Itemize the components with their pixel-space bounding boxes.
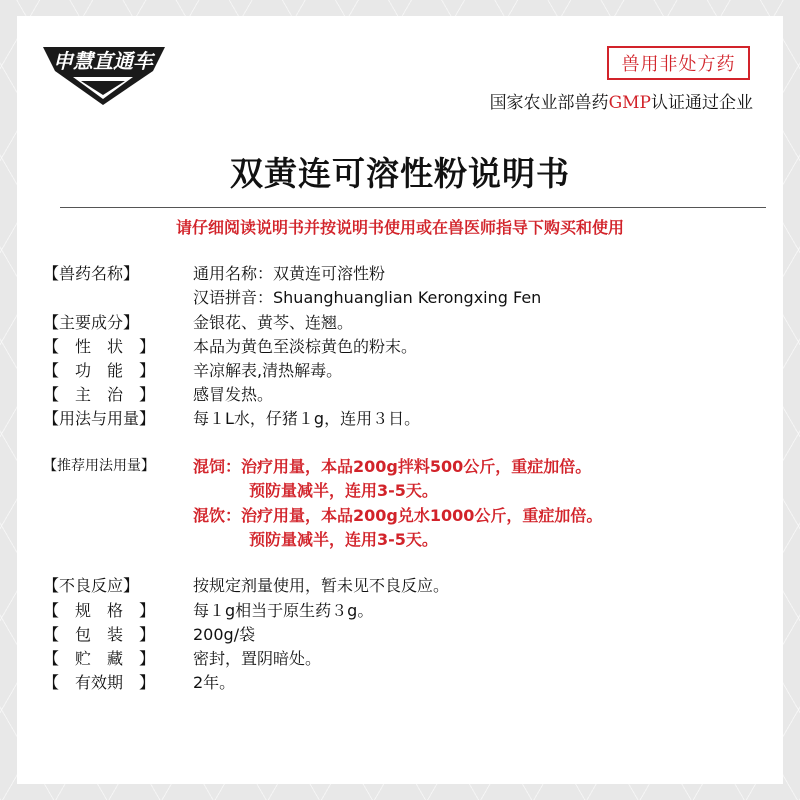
field-label: 【 有效期 】	[43, 672, 156, 692]
field-label: 【兽药名称】	[43, 263, 140, 283]
field-label: 【 贮 藏 】	[43, 648, 156, 668]
field-value: 密封，置阴暗处。	[193, 648, 322, 668]
cert-suffix: 认证通过企业	[651, 93, 753, 113]
field-label: 【用法与用量】	[43, 408, 156, 428]
field-value: 金银花、黄芩、连翘。	[193, 312, 354, 332]
field-row	[43, 357, 342, 381]
field-value: 按规定剂量使用，暂未见不良反应。	[193, 575, 450, 595]
recommended-line: 混饲：治疗用量，本品200g拌料500公斤，重症加倍。	[193, 456, 592, 476]
recommended-row	[43, 453, 591, 477]
field-row	[43, 669, 235, 693]
field-row	[43, 381, 273, 405]
field-value: 通用名称：双黄连可溶性粉	[193, 263, 386, 283]
field-row	[43, 572, 449, 596]
field-label: 【 主 治 】	[43, 384, 156, 404]
field-row	[43, 405, 420, 429]
brand-logo-text: 申慧直通车	[53, 49, 153, 73]
field-row	[43, 333, 417, 357]
usage-notice: 请仔细阅读说明书并按说明书使用或在兽医师指导下购买和使用	[175, 218, 624, 237]
cert-prefix: 国家农业部兽药	[489, 93, 609, 113]
field-value: 感冒发热。	[193, 384, 274, 404]
field-value: 2年。	[193, 672, 236, 692]
field-value: 汉语拼音：Shuanghuanglian Kerongxing Fen	[193, 287, 542, 307]
field-value: 本品为黄色至淡棕黄色的粉末。	[193, 336, 418, 356]
recommended-line: 预防量减半，连用3-5天。	[249, 529, 438, 549]
recommended-row	[249, 477, 438, 501]
gmp-certification	[490, 88, 753, 113]
field-row	[43, 621, 255, 645]
field-value: 200g/袋	[193, 624, 256, 644]
field-label: 【 性 状 】	[43, 336, 156, 356]
field-row	[43, 309, 353, 333]
instruction-sheet	[17, 16, 783, 784]
otc-badge: 兽用非处方药	[607, 46, 750, 80]
recommended-label: 【推荐用法用量】	[43, 458, 155, 474]
field-label: 【 功 能 】	[43, 360, 156, 380]
recommended-row	[193, 502, 602, 526]
field-row	[43, 284, 541, 308]
recommended-row	[249, 526, 438, 550]
field-label: 【 规 格 】	[43, 600, 156, 620]
field-row	[43, 645, 321, 669]
field-value: 每１g相当于原生药３g。	[193, 600, 374, 620]
title-divider	[60, 207, 766, 208]
field-row	[43, 260, 385, 284]
page-title: 双黄连可溶性粉说明书	[230, 154, 570, 193]
cert-gmp: GMP	[608, 93, 651, 113]
field-value: 每１L水，仔猪１g，连用３日。	[193, 408, 421, 428]
recommended-line: 预防量减半，连用3-5天。	[249, 480, 438, 500]
field-label: 【不良反应】	[43, 575, 140, 595]
field-label: 【主要成分】	[43, 312, 140, 332]
field-label: 【 包 装 】	[43, 624, 156, 644]
recommended-line: 混饮：治疗用量，本品200g兑水1000公斤，重症加倍。	[193, 505, 603, 525]
field-row	[43, 597, 373, 621]
brand-logo	[33, 41, 173, 109]
field-value: 辛凉解表,清热解毒。	[193, 360, 343, 380]
